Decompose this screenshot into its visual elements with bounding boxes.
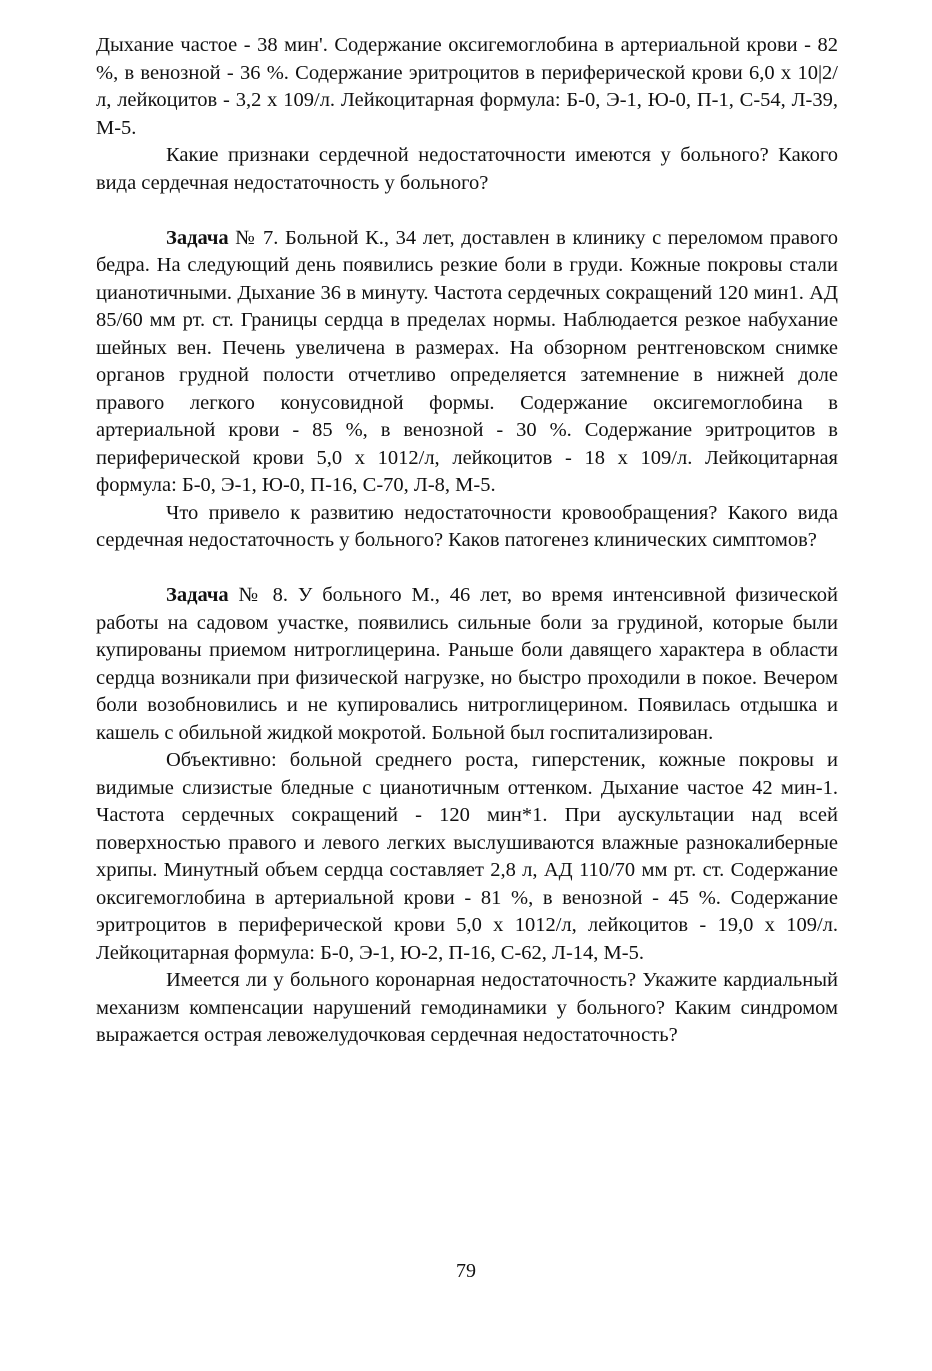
paragraph-question-6: Какие признаки сердечной недостаточности имеются у больного? Какого вида сердечная недостаточность у больного?	[96, 144, 838, 194]
paragraph-question-8: Имеется ли у больного коронарная недостаточность? Укажите кардиальный механизм компенсации нарушений гемодинамики у больного? Каким синдромом выражается острая левожелудочковая сердечная недостаточность?	[96, 969, 838, 1046]
paragraph-case-data: Дыхание частое - 38 мин'. Содержание оксигемоглобина в артериальной крови - 82 %, в венозной - 36 %. Содержание эритроцитов в периферической крови 6,0 х 10|2/л, лейкоцитов - 3,2 х 109/л. Лейкоцитарная формула: Б-0, Э-1, Ю-0, П-1, С-54, Л-39, М-5.	[96, 34, 838, 139]
page-body	[96, 32, 838, 1050]
paragraph-question-7: Что привело к развитию недостаточности кровообращения? Какого вида сердечная недостаточность у больного? Каков патогенез клинических симптомов?	[96, 501, 838, 551]
task-8-label: Задача	[166, 584, 229, 606]
paragraph-task-7	[96, 225, 838, 500]
paragraph-task-8	[96, 582, 838, 747]
task-7-text: № 7. Больной К., 34 лет, доставлен в клинику с переломом правого бедра. На следующий день появились резкие боли в груди. Кожные покровы стали цианотичными. Дыхание 36 в минуту. Частота сердечных сокращений 120 мин1. АД 85/60 мм рт. ст. Границы сердца в пределах нормы. Наблюдается резкое набухание шейных вен. Печень увеличена в размерах. На обзорном рентгеновском снимке органов грудной полости отчетливо определяется затемнение в нижней доле правого легкого конусовидной формы. Содержание оксигемоглобина в артериальной крови - 85 %, в венозной - 30 %. Содержание эритроцитов в периферической крови 5,0 х 1012/л, лейкоцитов - 18 х 109/л. Лейкоцитарная формула: Б-0, Э-1, Ю-0, П-16, С-70, Л-8, М-5.	[96, 226, 838, 496]
paragraph-objective-8: Объективно: больной среднего роста, гиперстеник, кожные покровы и видимые слизистые бледные с цианотичным оттенком. Дыхание частое 42 мин-1. Частота сердечных сокращений - 120 мин*1. При аускультации над всей поверхностью правого и левого легких выслушиваются влажные разнокалиберные хрипы. Минутный объем сердца составляет 2,8 л, АД 110/70 мм рт. ст. Содержание оксигемоглобина в артериальной крови - 81 %, в венозной - 45 %. Содержание эритроцитов в периферической крови 5,0 х 1012/л, лейкоцитов - 19,0 х 109/л. Лейкоцитарная формула: Б-0, Э-1, Ю-2, П-16, С-62, Л-14, М-5.	[96, 749, 838, 964]
task-7-label: Задача	[166, 226, 229, 249]
page-number: 79	[456, 1260, 476, 1282]
task-8-text: № 8. У больного М., 46 лет, во время интенсивной физической работы на садовом участке, появились сильные боли за грудиной, которые были купированы приемом нитроглицерина. Раньше боли давящего характера в области сердца возникали при физической нагрузке, но быстро проходили в покое. Вечером боли возобновились и не купировались нитроглицерином. Появилась отдышка и кашель с обильной жидкой мокротой. Больной был госпитализирован.	[96, 584, 838, 744]
